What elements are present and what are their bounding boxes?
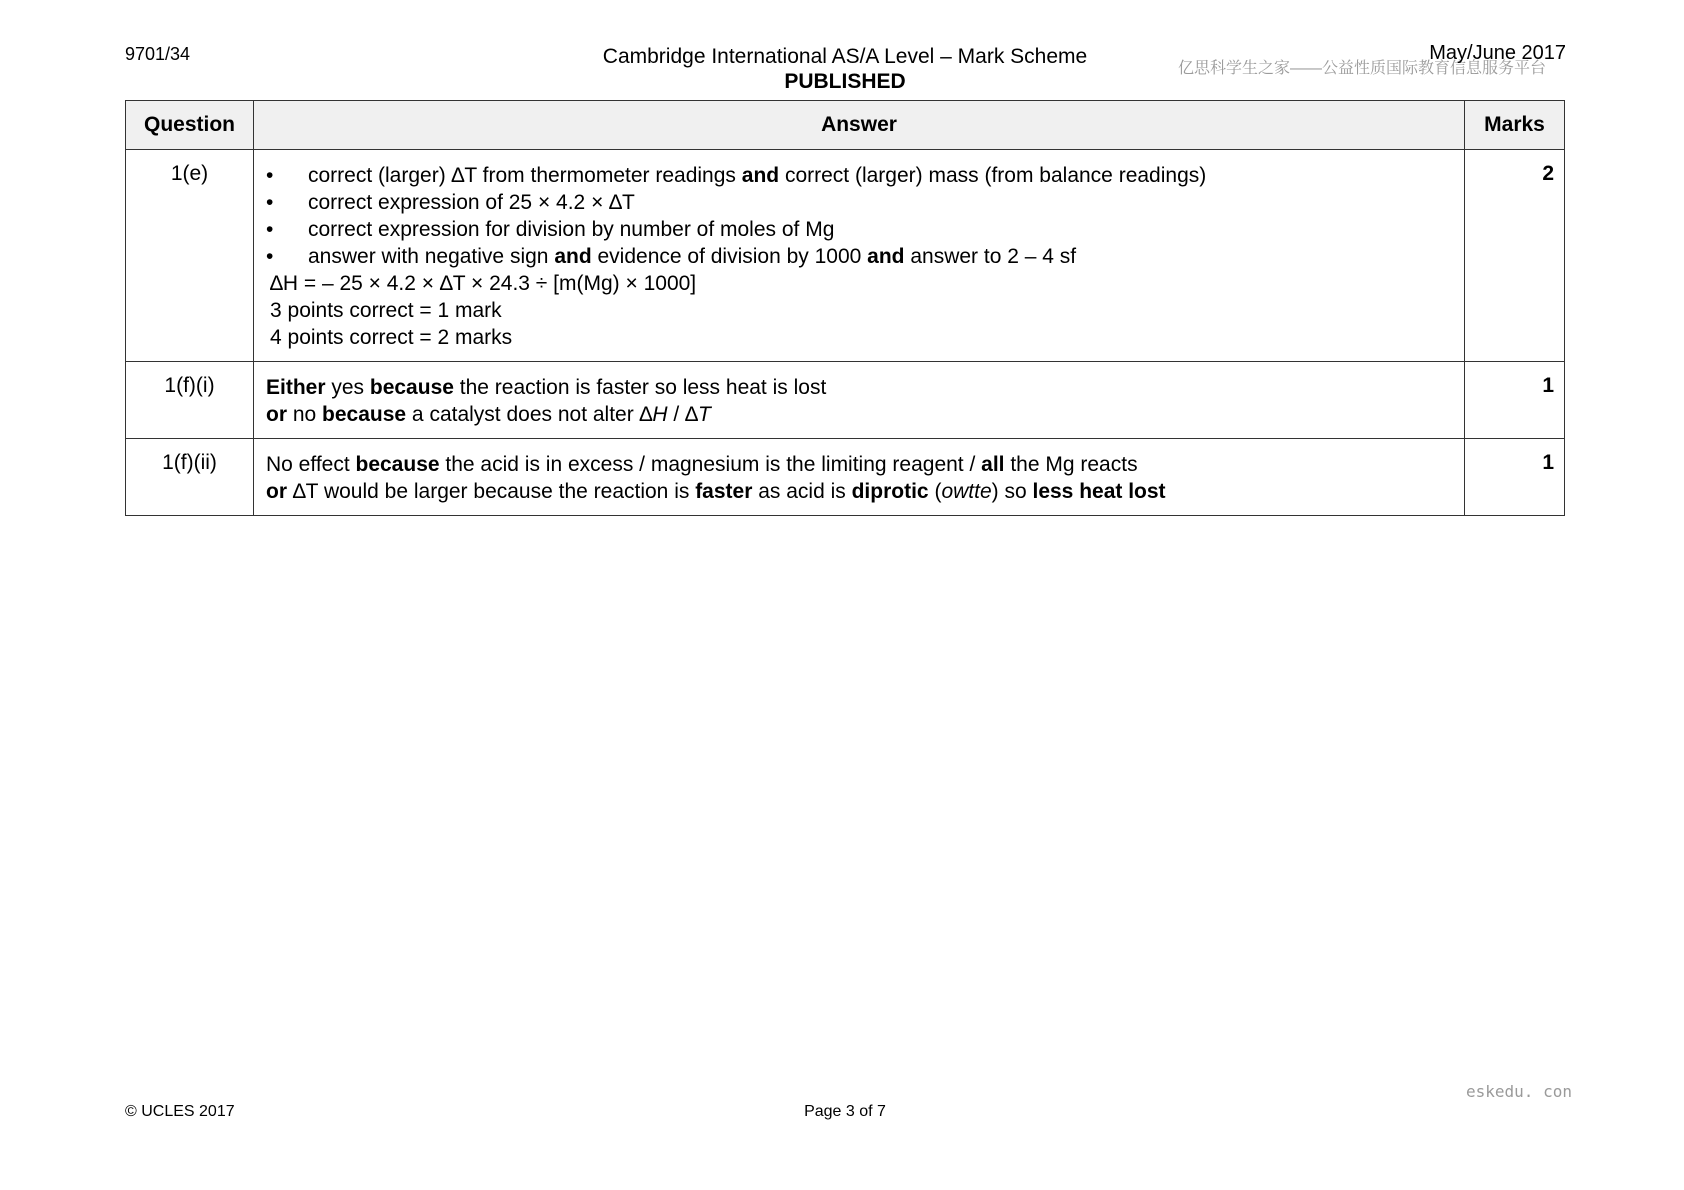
text-run: the reaction is faster so less heat is lost xyxy=(453,376,827,399)
bold-text: because xyxy=(322,403,407,426)
text-run: / ∆ xyxy=(667,403,698,426)
bullet-item xyxy=(266,189,1454,216)
bold-text: or xyxy=(266,480,287,503)
text-run: no xyxy=(287,403,323,426)
bold-text: and xyxy=(554,245,592,268)
bold-text: diprotic xyxy=(851,480,929,503)
bold-text: and xyxy=(741,164,780,187)
bold-text: because xyxy=(369,376,454,399)
text-run: correct expression for division by number of moles of Mg xyxy=(308,218,835,241)
text-run: correct (larger) ∆T from thermometer readings xyxy=(308,164,742,187)
header-watermark: 亿思科学生之家——公益性质国际教育信息服务平台 xyxy=(1178,60,1547,77)
marks-cell: 2 xyxy=(1465,150,1565,362)
question-cell: 1(f)(i) xyxy=(126,362,254,439)
marking-note: 3 points correct = 1 mark xyxy=(270,299,502,322)
footer-copyright: © UCLES 2017 xyxy=(125,1103,235,1120)
text-run: answer to 2 – 4 sf xyxy=(904,245,1077,268)
bullet-item xyxy=(266,162,1454,189)
question-cell: 1(f)(ii) xyxy=(126,439,254,516)
column-header-question: Question xyxy=(126,101,254,150)
text-run: correct expression of 25 × 4.2 × ∆T xyxy=(308,191,635,214)
italic-text: T xyxy=(697,403,711,426)
footer-site-watermark: eskedu. con xyxy=(1466,1082,1572,1101)
header-session: May/June 2017 xyxy=(1429,42,1566,64)
bold-text: because xyxy=(355,453,440,476)
table-row xyxy=(126,439,1565,516)
bold-text: or xyxy=(266,403,287,426)
bold-text: faster xyxy=(695,480,753,503)
text-run: yes xyxy=(325,376,370,399)
text-run: correct (larger) mass (from balance readings) xyxy=(779,164,1207,187)
column-header-answer: Answer xyxy=(254,101,1465,150)
marks-cell: 1 xyxy=(1465,439,1565,516)
question-cell: 1(e) xyxy=(126,150,254,362)
answer-line xyxy=(266,374,1454,401)
header-title: Cambridge International AS/A Level – Mark Scheme xyxy=(602,45,1088,68)
header-code: 9701/34 xyxy=(125,44,191,64)
bullet-item xyxy=(266,216,1454,243)
answer-cell xyxy=(254,150,1465,362)
text-run: No effect xyxy=(266,453,356,476)
mark-scheme-table xyxy=(125,100,1565,516)
footer-page-number: Page 3 of 7 xyxy=(804,1103,886,1120)
text-run: the acid is in excess / magnesium is the limiting reagent / xyxy=(439,453,982,476)
marks-cell: 1 xyxy=(1465,362,1565,439)
text-run: as acid is xyxy=(752,480,852,503)
text-run: ∆T would be larger because the reaction is xyxy=(287,480,696,503)
table-header-row xyxy=(126,101,1565,150)
formula-line: ∆H = – 25 × 4.2 × ∆T × 24.3 ÷ [m(Mg) × 1000] xyxy=(270,272,697,295)
text-run: ) so xyxy=(991,480,1033,503)
column-header-marks: Marks xyxy=(1465,101,1565,150)
text-run: ( xyxy=(928,480,942,503)
italic-text: H xyxy=(652,403,668,426)
bold-text: and xyxy=(867,245,905,268)
marking-note: 4 points correct = 2 marks xyxy=(270,326,513,349)
bold-text: all xyxy=(981,453,1005,476)
bold-text: Either xyxy=(266,376,326,399)
answer-cell xyxy=(254,439,1465,516)
answer-bullet-list xyxy=(266,162,1454,270)
bullet-item xyxy=(266,243,1454,270)
bold-text: less heat lost xyxy=(1032,480,1166,503)
italic-text: owtte xyxy=(941,480,992,503)
answer-line xyxy=(266,401,1454,428)
text-run: evidence of division by 1000 xyxy=(591,245,868,268)
answer-line xyxy=(266,478,1454,505)
text-run: the Mg reacts xyxy=(1004,453,1138,476)
table-row xyxy=(126,150,1565,362)
answer-cell xyxy=(254,362,1465,439)
text-run: a catalyst does not alter ∆ xyxy=(406,403,653,426)
header-status: PUBLISHED xyxy=(784,70,906,93)
text-run: answer with negative sign xyxy=(308,245,555,268)
table-row xyxy=(126,362,1565,439)
answer-line xyxy=(266,451,1454,478)
